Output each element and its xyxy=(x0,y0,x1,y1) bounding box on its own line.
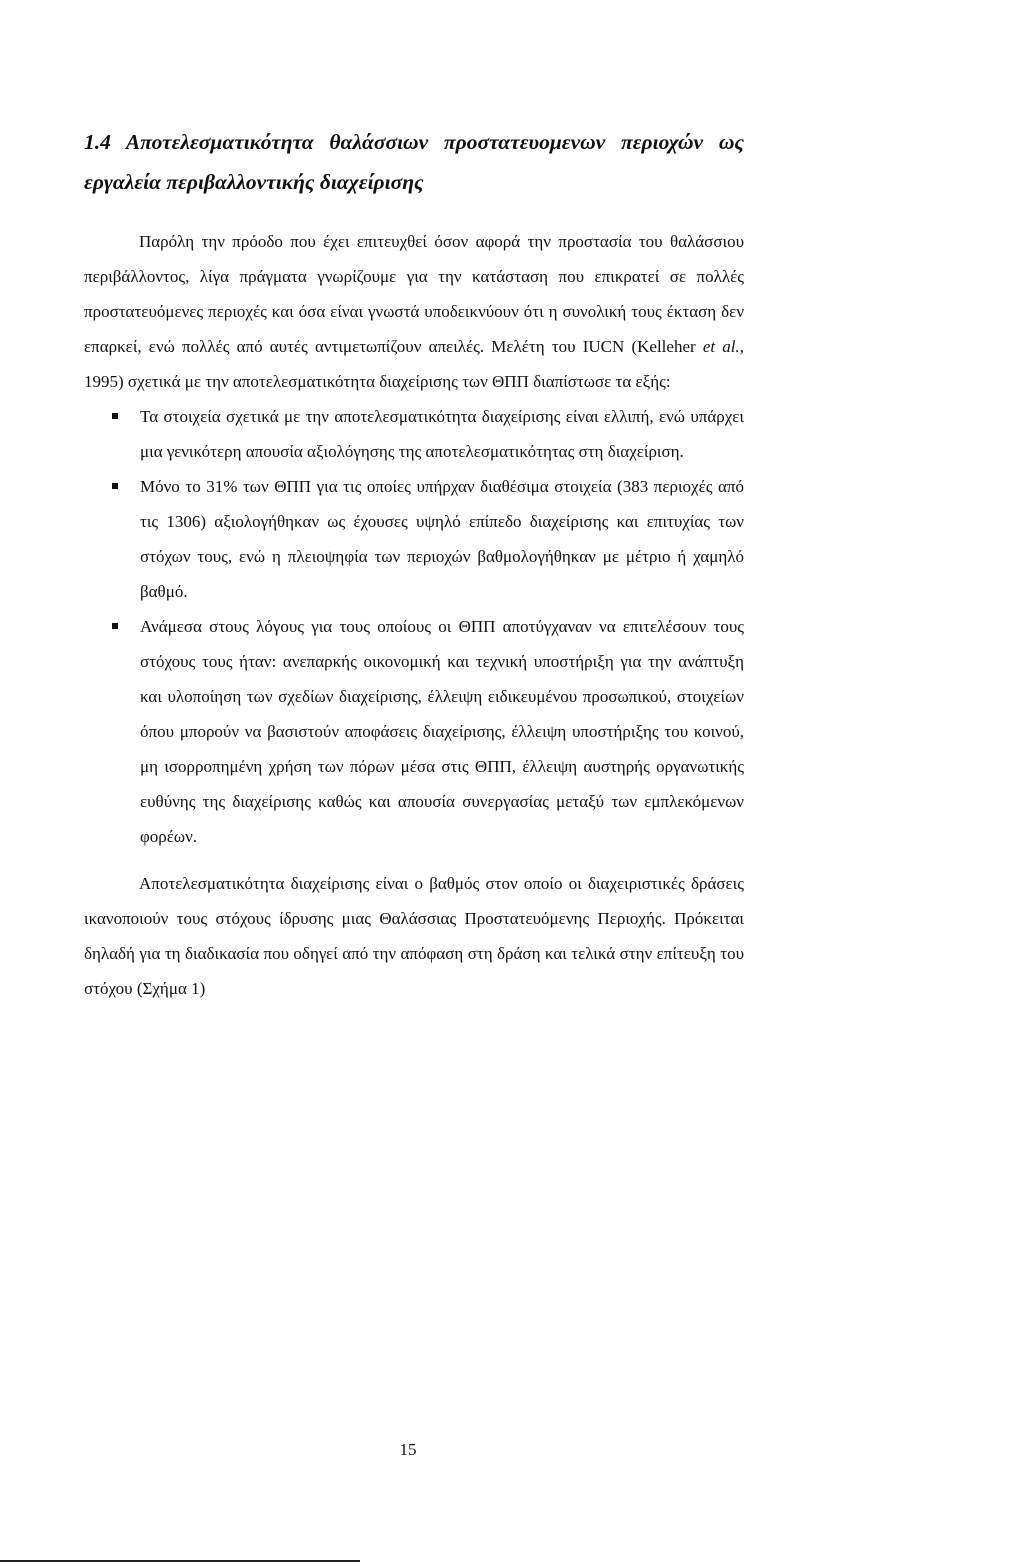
square-bullet-icon xyxy=(112,413,118,419)
findings-item-text: Τα στοιχεία σχετικά με την αποτελεσματικότητα διαχείρισης είναι ελλιπή, ενώ υπάρχει μια γενικότερη απουσία αξιολόγησης της αποτελεσματικότητας στη διαχείριση. xyxy=(140,407,744,461)
square-bullet-icon xyxy=(112,623,118,629)
citation-et-al: et al. xyxy=(702,337,740,356)
findings-item-text: Μόνο το 31% των ΘΠΠ για τις οποίες υπήρχαν διαθέσιμα στοιχεία (383 περιοχές από τις 1306) αξιολογήθηκαν ως έχουσες υψηλό επίπεδο διαχείρισης και επιτυχίας των στόχων τους, ενώ η πλειοψηφία των περιοχών βαθμολογήθηκαν με μέτριο ή χαμηλό βαθμό. xyxy=(140,477,744,601)
findings-list-item xyxy=(84,609,744,854)
square-bullet-icon xyxy=(112,483,118,489)
intro-paragraph xyxy=(84,224,744,399)
page-number: 15 xyxy=(399,1440,417,1459)
closing-paragraph: Αποτελεσματικότητα διαχείρισης είναι ο βαθμός στον οποίο οι διαχειριστικές δράσεις ικανοποιούν τους στόχους ίδρυσης μιας Θαλάσσιας Προστατευόμενης Περιοχής. Πρόκειται δηλαδή για τη διαδικασία που οδηγεί από την απόφαση στη δράση και τελικά στην επίτευξη του στόχου (Σχήμα 1) xyxy=(84,874,744,998)
findings-list-item xyxy=(84,399,744,469)
page-content xyxy=(84,122,744,1006)
intro-text-start: Παρόλη την πρόοδο που έχει επιτευχθεί όσον αφορά την προστασία του θαλάσσιου περιβάλλοντος, λίγα πράγματα γνωρίζουμε για την κατάσταση που επικρατεί σε πολλές προστατευόμενες περιοχές και όσα είναι γνωστά υποδεικνύουν ότι η συνολική τους έκταση δεν επαρκεί, ενώ πολλές από αυτές αντιμετωπίζουν απειλές. Μελέτη του IUCN (Kelleher xyxy=(84,232,744,356)
findings-list xyxy=(84,399,744,854)
findings-list-item xyxy=(84,469,744,609)
intro-text-end: , 1995) σχετικά με την αποτελεσματικότητα διαχείρισης των ΘΠΠ διαπίστωσε τα εξής: xyxy=(84,337,744,391)
section-heading: 1.4 Αποτελεσματικότητα θαλάσσιων προστατευομενων περιοχών ως εργαλεία περιβαλλοντικής διαχείρισης xyxy=(84,130,744,194)
findings-item-text: Ανάμεσα στους λόγους για τους οποίους οι ΘΠΠ αποτύγχαναν να επιτελέσουν τους στόχους τους ήταν: ανεπαρκής οικονομική και τεχνική υποστήριξη για την ανάπτυξη και υλοποίηση των σχεδίων διαχείρισης, έλλειψη ειδικευμένου προσωπικού, στοιχείων όπου μπορούν να βασιστούν αποφάσεις διαχείρισης, έλλειψη υποστήριξης του κοινού, μη ισορροπημένη χρήση των πόρων μέσα στις ΘΠΠ, έλλειψη αυστηρής οργανωτικής ευθύνης της διαχείρισης καθώς και απουσία συνεργασίας μεταξύ των εμπλεκόμενων φορέων. xyxy=(140,617,744,846)
footer-rule xyxy=(0,1560,360,1562)
